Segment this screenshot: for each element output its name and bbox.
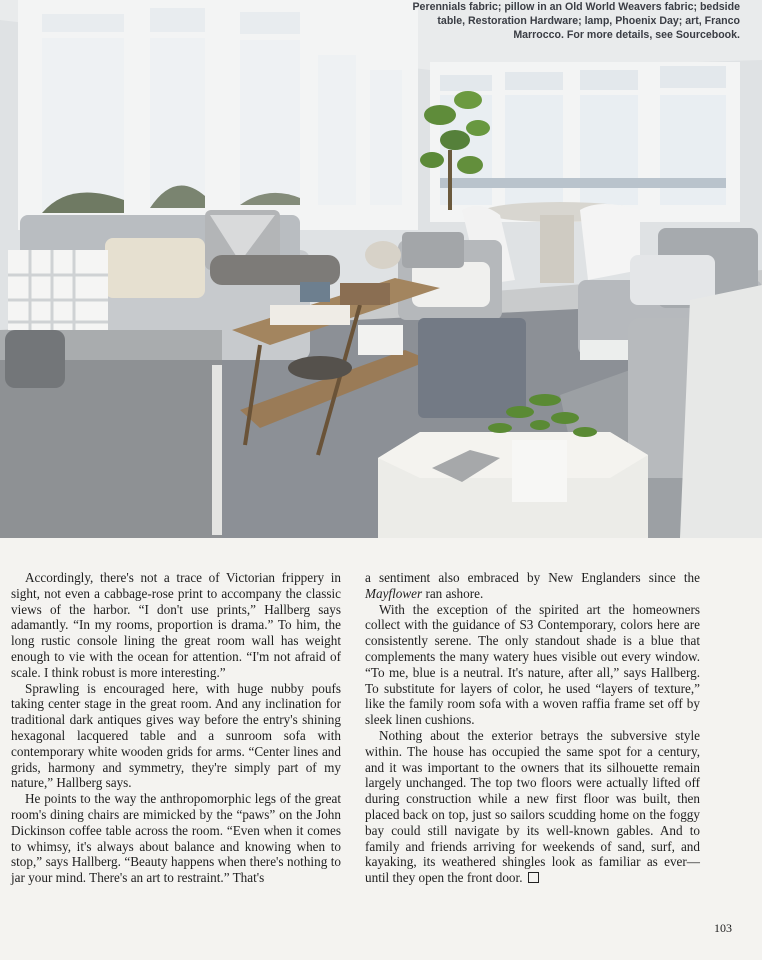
right-windows	[430, 62, 740, 222]
article-column-left	[11, 570, 341, 886]
article-column-right	[365, 570, 700, 886]
armchair	[398, 232, 502, 320]
end-mark-icon	[528, 872, 539, 883]
paragraph-final: Nothing about the exterior betrays the subversive style within. The house has occupied the same spot for a century, and it was important to the owners that its silhouette remain largely unchanged. The top two floors were actually lifted off during construction while a new first floor was built, then placed back on top, just so sailors scudding home on the foggy bay could still navigate by its well-known gables. And to family and friends arriving for weekends of sand, surf, and kayaking, its weathered shingles look as familiar as ever—until they open the front door.	[365, 727, 700, 886]
foreground-chair	[0, 330, 222, 538]
pouf	[418, 318, 526, 418]
paragraph: He points to the way the anthropomorphic legs of the great room's dining chairs are mimicked by the “paws” on the John Dickinson coffee table across the room. “Even when it comes to whimsy, it's always about balance and knowing when to stop,” says Hallberg. “Beauty happens when there's nothing to jar your mind. There's an art to restraint.” That's	[11, 791, 341, 886]
paragraph: With the exception of the spirited art the homeowners collect with the guidance of S3 Contemporary, colors here are consistently serene. The only standout shade is a blue that complements the many watery hues visible out every window. “To me, blue is a neutral. It's nature, after all,” says Hallberg. To substitute for layers of color, he used “layers of texture,” like the family room sofa with a woven raffia frame set off by sleek linen cushions.	[365, 601, 700, 728]
page-number: 103	[714, 921, 732, 935]
paragraph: Accordingly, there's not a trace of Victorian frippery in sight, not even a cabbage-rose print to accompany the classic views of the harbor. “I don't use prints,” Hallberg says adamantly. “In my rooms, proportion is drama.” To him, the long rustic console lining the great room wall has weight enough to vie with the ocean for attention. “I'm not afraid of scale. I think robust is more interesting.”	[11, 570, 341, 680]
paragraph: Sprawling is encouraged here, with huge nubby poufs taking center stage in the great room. And any inclination for traditional dark antiques gives way before the entry's shining hexagonal lacquered table and a sunroom sofa with contemporary white wooden grids for arms. “Center lines and grids, harmony and symmetry, they're simply part of my nature,” Hallberg says.	[11, 680, 341, 791]
left-windows	[18, 0, 418, 230]
lamp-icon	[365, 241, 401, 269]
ship-name: Mayflower	[365, 585, 423, 601]
photo-caption: Perennials fabric; pillow in an Old World Weavers fabric; bedside table, Restoration Hardware; lamp, Phoenix Day; art, Franco Marrocco. For more details, see Sourcebook.	[412, 1, 740, 42]
paragraph-continuation: a sentiment also embraced by New Englanders since the Mayflower ran ashore.	[365, 570, 700, 601]
